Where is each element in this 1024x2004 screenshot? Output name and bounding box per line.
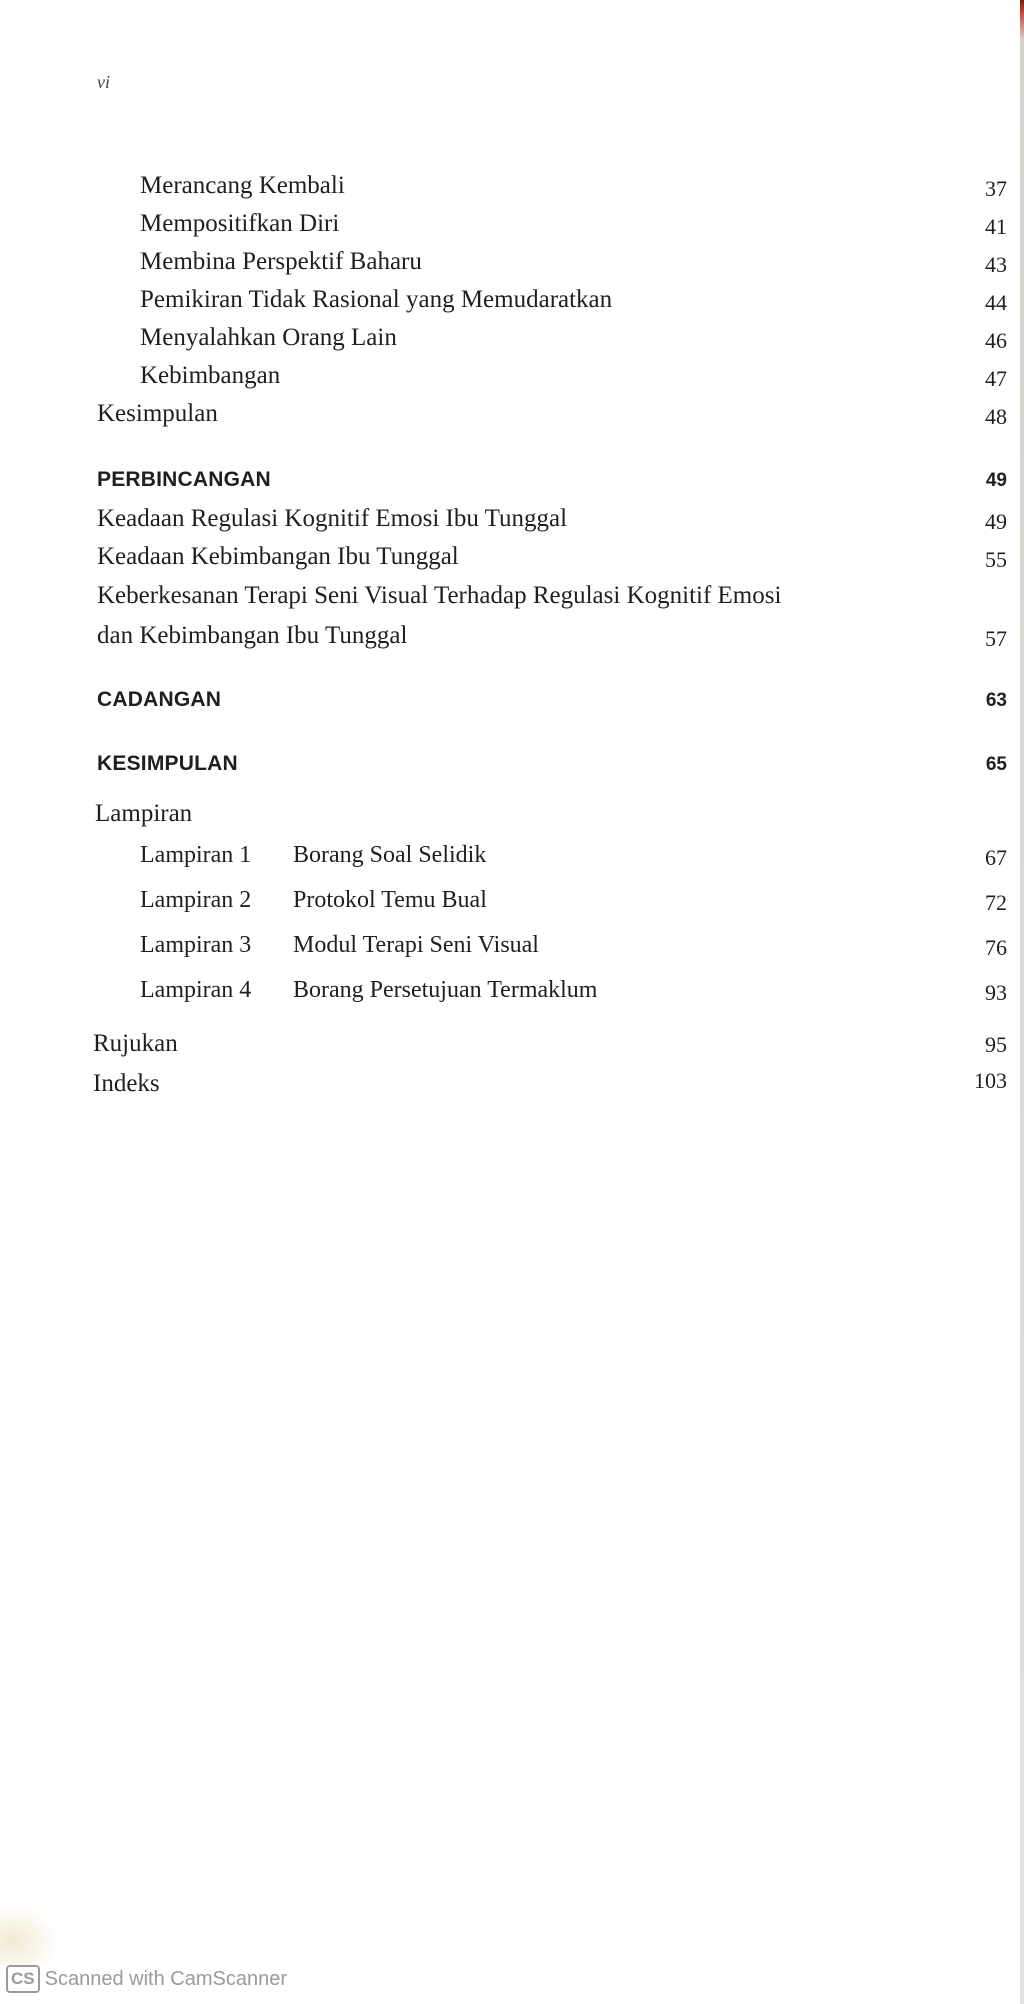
toc-heading-kesimpulan[interactable]: KESIMPULAN — [97, 752, 238, 775]
toc-entry-kesimpulan-sub[interactable]: Kesimpulan — [97, 400, 218, 427]
toc-page-merancang-kembali: 37 — [985, 176, 1007, 201]
scanner-watermark-text: Scanned with CamScanner — [44, 1967, 287, 1990]
toc-heading-lampiran[interactable]: Lampiran — [95, 800, 193, 827]
toc-page-cadangan: 63 — [985, 690, 1007, 711]
toc-lampiran-3-label: Lampiran 3 — [140, 932, 252, 958]
toc-lampiran-2-title[interactable]: Protokol Temu Bual — [293, 887, 487, 913]
toc-page-pemikiran-tidak-rasional: 44 — [985, 290, 1007, 315]
toc-lampiran-1-title[interactable]: Borang Soal Selidik — [293, 842, 487, 868]
toc-page-menyalahkan-orang-lain: 46 — [985, 328, 1007, 353]
toc-lampiran-1-page: 67 — [985, 845, 1007, 870]
toc-entry-keadaan-kebimbangan[interactable]: Keadaan Kebimbangan Ibu Tunggal — [97, 543, 459, 570]
paper-stain — [0, 1905, 60, 1965]
toc-lampiran-3-title[interactable]: Modul Terapi Seni Visual — [293, 932, 539, 958]
toc-entry-merancang-kembali[interactable]: Merancang Kembali — [140, 172, 345, 199]
toc-lampiran-3-page: 76 — [985, 935, 1007, 960]
toc-entry-keberkesanan-line2[interactable]: dan Kebimbangan Ibu Tunggal — [97, 622, 408, 649]
toc-lampiran-4-title[interactable]: Borang Persetujuan Termaklum — [293, 977, 598, 1003]
scanner-watermark — [6, 1965, 287, 1993]
toc-lampiran-2-label: Lampiran 2 — [140, 887, 252, 913]
toc-entry-keberkesanan-line1[interactable]: Keberkesanan Terapi Seni Visual Terhadap Regulasi Kognitif Emosi — [97, 582, 782, 609]
toc-page-regulasi-kognitif: 49 — [985, 509, 1007, 534]
toc-entry-rujukan[interactable]: Rujukan — [93, 1030, 178, 1057]
toc-entry-pemikiran-tidak-rasional[interactable]: Pemikiran Tidak Rasional yang Memudaratkan — [140, 286, 613, 313]
toc-page-membina-perspektif-baharu: 43 — [985, 252, 1007, 277]
camscanner-logo: CS — [6, 1965, 40, 1993]
toc-page-rujukan: 95 — [985, 1032, 1007, 1057]
toc-page-keadaan-kebimbangan: 55 — [985, 547, 1007, 572]
toc-heading-perbincangan[interactable]: PERBINCANGAN — [97, 468, 271, 491]
toc-entry-kebimbangan[interactable]: Kebimbangan — [140, 362, 281, 389]
toc-page-indeks: 103 — [974, 1068, 1007, 1093]
toc-entry-menyalahkan-orang-lain[interactable]: Menyalahkan Orang Lain — [140, 324, 397, 351]
toc-entry-mempositifkan-diri[interactable]: Mempositifkan Diri — [140, 210, 340, 237]
toc-page-kesimpulan: 65 — [985, 754, 1007, 775]
toc-lampiran-1-label: Lampiran 1 — [140, 842, 252, 868]
toc-page-kesimpulan-sub: 48 — [985, 404, 1007, 429]
toc-lampiran-4-label: Lampiran 4 — [140, 977, 252, 1003]
toc-lampiran-2-page: 72 — [985, 890, 1007, 915]
toc-page-keberkesanan: 57 — [985, 626, 1007, 651]
toc-entry-regulasi-kognitif[interactable]: Keadaan Regulasi Kognitif Emosi Ibu Tunggal — [97, 505, 568, 532]
toc-page-kebimbangan: 47 — [985, 366, 1007, 391]
toc-lampiran-4-page: 93 — [985, 980, 1007, 1005]
page-edge — [1020, 0, 1024, 2004]
toc-entry-membina-perspektif-baharu[interactable]: Membina Perspektif Baharu — [140, 248, 422, 275]
toc-page-mempositifkan-diri: 41 — [985, 214, 1007, 239]
toc-entry-indeks[interactable]: Indeks — [93, 1070, 160, 1097]
toc-heading-cadangan[interactable]: CADANGAN — [97, 688, 222, 711]
page-number: vi — [97, 72, 110, 92]
toc-page-perbincangan: 49 — [985, 470, 1007, 491]
